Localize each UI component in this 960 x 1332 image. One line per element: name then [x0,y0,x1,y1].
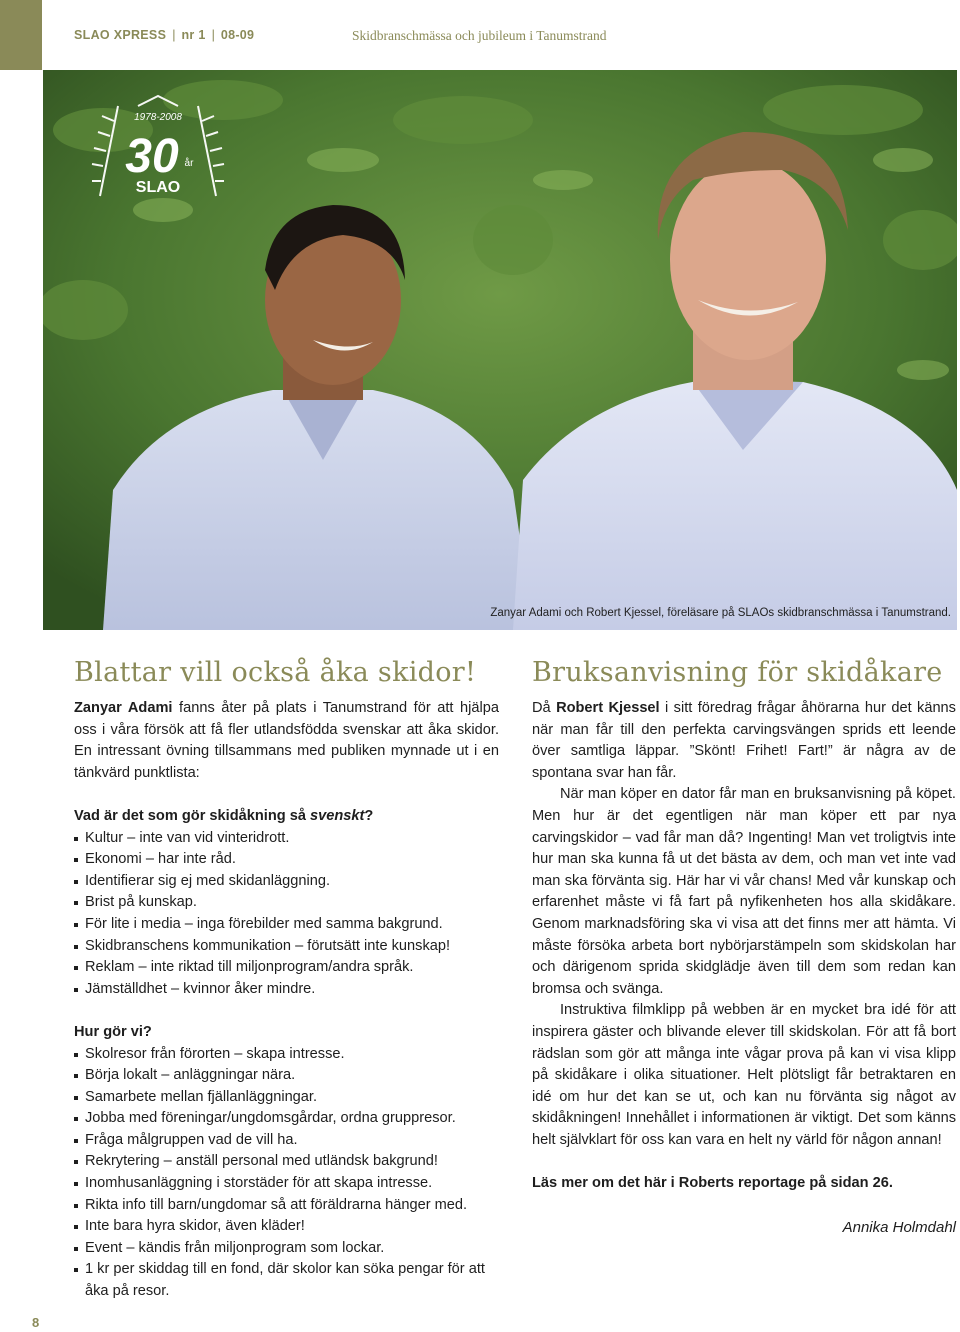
question-mark: ? [364,807,374,824]
list-item: Jämställdhet – kvinnor åker mindre. [74,979,499,1001]
list-item: Fråga målgruppen vad de vill ha. [74,1130,499,1152]
logo-years: 1978-2008 [134,112,182,123]
list-item: Inte bara hyra skidor, även kläder! [74,1216,499,1238]
page-number: 8 [32,1315,40,1330]
logo-number: 30 [125,130,179,183]
list-item: 1 kr per skiddag till en fond, där skolor kan söka pengar för att åka på resor. [74,1259,494,1302]
header-separator: | [172,28,176,42]
list-item: Rikta info till barn/ungdomar så att föräldrarna hänger med. [74,1195,499,1217]
anniversary-logo [88,86,228,216]
intro-text: fanns åter på plats i Tanumstrand för att hjälpa oss i våra försök att få fler utlandsfödda svenskar att åka skidor. En intressant övning tillsammans med publiken mynnade ut i en tänkvärd punktlista: [74,700,499,781]
read-more [532,1173,956,1195]
p1-lead: Då [532,700,557,716]
list-item: Samarbete mellan fjällanläggningar. [74,1087,499,1109]
actions-list [74,1044,499,1303]
list-item: Inomhusanläggning i storstäder för att skapa intresse. [74,1173,499,1195]
right-paragraph-2: När man köper en dator får man en bruksanvisning på köpet. Men hur är det egentligen när man köper ett par nya carvingskidor – vad får man då? Ingenting! Man vet troligtvis inte hur man ska kunna få ut det bästa av dem, och man vet inte vad man ska förvänta sig. Här har vi vår chans! Med vår kunskap och erfarenhet måste vi få fart på nyfikenheten hos alla skidåkare. Genom marknadsföring ska vi visa att det finns mer att hämta. Vi måste försöka arbeta bort nybörjarstämpeln som skidskolan har och därigenom sprida skidglädje även till dem som redan kan bromsa och svänga. [532,786,956,997]
how-heading [74,1022,499,1044]
logo-unit: år [184,158,194,169]
question-heading [74,806,499,828]
right-article-body [532,698,956,1195]
reasons-list [74,828,499,1001]
right-paragraph-1 [532,698,956,784]
section-topic: Skidbranschmässa och jubileum i Tanumstrand [352,28,607,43]
photo-caption: Zanyar Adami och Robert Kjessel, föreläsare på SLAOs skidbranschmässa i Tanumstrand. [490,607,951,619]
spacer [532,1151,956,1173]
list-item: Ekonomi – har inte råd. [74,849,499,871]
read-more-text: Läs mer om det här i Roberts reportage på sidan 26. [532,1175,893,1192]
p1-text: i sitt föredrag frågar åhörarna hur det känns när man får till den perfekta carvingsvängen sprids ett leende över samtliga läppar. ”Skönt! Frihet! Fart!” är några av de spontana svar han får. [532,700,956,781]
right-paragraph-3: Instruktiva filmklipp på webben är en mycket bra idé för att inspirera gäster och blivande elever till skidskolan. För att få bort rädslan som gör att många inte vågar prova på kan vi visa klipp på skidåkare i olika situationer. Helt plötsligt får betraktaren en idé om hur det kan se ut, och kan nu förvänta sig något av skidåkningen! Innehållet i informationen är viktigt. Det som känns helt självklart för oss kan vara en helt ny värld för någon annan! [532,1002,956,1148]
running-header [74,28,254,42]
list-item: Jobba med föreningar/ungdomsgårdar, ordna gruppresor. [74,1108,499,1130]
right-article-heading: Bruksanvisning för skidåkare [532,657,943,688]
spacer [74,1000,499,1022]
logo-name: SLAO [135,179,181,196]
list-item: Skolresor från förorten – skapa intresse. [74,1044,499,1066]
list-item: Skidbranschens kommunikation – förutsätt inte kunskap! [74,936,499,958]
left-article-heading: Blattar vill också åka skidor! [74,657,477,688]
p1-name: Robert Kjessel [556,700,660,716]
list-item: Event – kändis från miljonprogram som lockar. [74,1238,499,1260]
list-item: Börja lokalt – anläggningar nära. [74,1065,499,1087]
question-emphasis: svenskt [310,807,365,824]
spacer [74,784,499,806]
list-item: För lite i media – inga förebilder med samma bakgrund. [74,914,499,936]
issue-number: nr 1 [181,28,206,42]
left-article-body [74,698,499,1303]
magazine-name: SLAO XPRESS [74,28,167,42]
list-item: Kultur – inte van vid vinteridrott. [74,828,499,850]
list-item: Brist på kunskap. [74,892,499,914]
page-accent-bar [0,0,42,70]
list-item: Identifierar sig ej med skidanläggning. [74,871,499,893]
how-heading-text: Hur gör vi? [74,1023,152,1040]
issue-date: 08-09 [220,28,255,42]
list-item: Reklam – inte riktad till miljonprogram/andra språk. [74,957,499,979]
list-item: Rekrytering – anställ personal med utländsk bakgrund! [74,1151,499,1173]
author-signature: Annika Holmdahl [842,1219,956,1236]
laurel-wreath-logo [88,86,228,216]
question-text: Vad är det som gör skidåkning så [74,807,311,824]
intro-name: Zanyar Adami [74,700,173,716]
left-intro-paragraph [74,698,499,784]
header-separator: | [211,28,215,42]
